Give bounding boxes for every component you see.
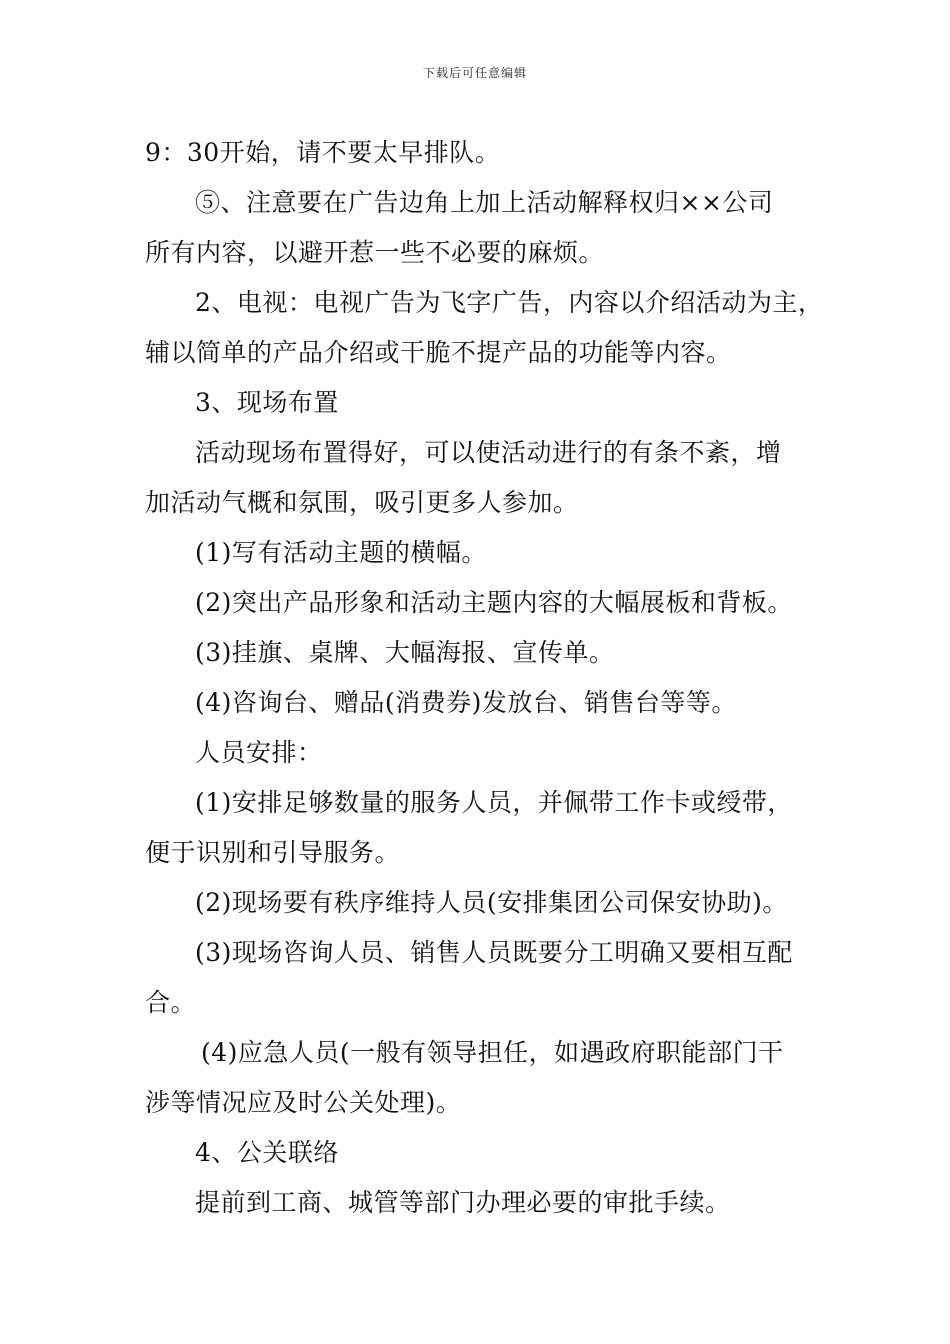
list-item: (4)咨询台、赠品(消费券)发放台、销售台等等。	[195, 688, 737, 717]
list-item: (3)挂旗、桌牌、大幅海报、宣传单。	[195, 638, 615, 667]
text-line: 辅以简单的产品介绍或干脆不提产品的功能等内容。	[145, 338, 732, 367]
text-line: 9：30开始，请不要太早排队。	[145, 138, 501, 167]
text-line: 2、电视：电视广告为飞字广告，内容以介绍活动为主，	[195, 288, 824, 317]
section-heading: 3、现场布置	[195, 388, 339, 417]
list-item: (3)现场咨询人员、销售人员既要分工明确又要相互配	[195, 938, 793, 967]
list-item: (1)安排足够数量的服务人员，并佩带工作卡或绶带，	[195, 788, 793, 817]
text-line: 提前到工商、城管等部门办理必要的审批手续。	[195, 1188, 731, 1217]
document-body	[145, 128, 825, 1228]
list-item: (2)突出产品形象和活动主题内容的大幅展板和背板。	[195, 588, 793, 617]
text-line: 合。	[145, 988, 197, 1017]
page-header: 下载后可任意编辑	[422, 66, 527, 80]
list-item: (2)现场要有秩序维持人员(安排集团公司保安协助)。	[195, 888, 788, 917]
text-line: 所有内容，以避开惹一些不必要的麻烦。	[145, 238, 605, 267]
text-line: 涉等情况应及时公关处理)。	[145, 1088, 462, 1117]
section-heading: 人员安排：	[195, 738, 323, 767]
list-item: (4)应急人员(一般有领导担任，如遇政府职能部门干	[201, 1038, 784, 1067]
section-heading: 4、公关联络	[195, 1138, 339, 1167]
text-line: ⑤、注意要在广告边角上加上活动解释权归××公司	[195, 188, 774, 217]
text-line: 加活动气概和氛围，吸引更多人参加。	[145, 488, 579, 517]
text-line: 活动现场布置得好，可以使活动进行的有条不紊，增	[195, 438, 782, 467]
text-line: 便于识别和引导服务。	[145, 838, 401, 867]
list-item: (1)写有活动主题的横幅。	[195, 538, 487, 567]
